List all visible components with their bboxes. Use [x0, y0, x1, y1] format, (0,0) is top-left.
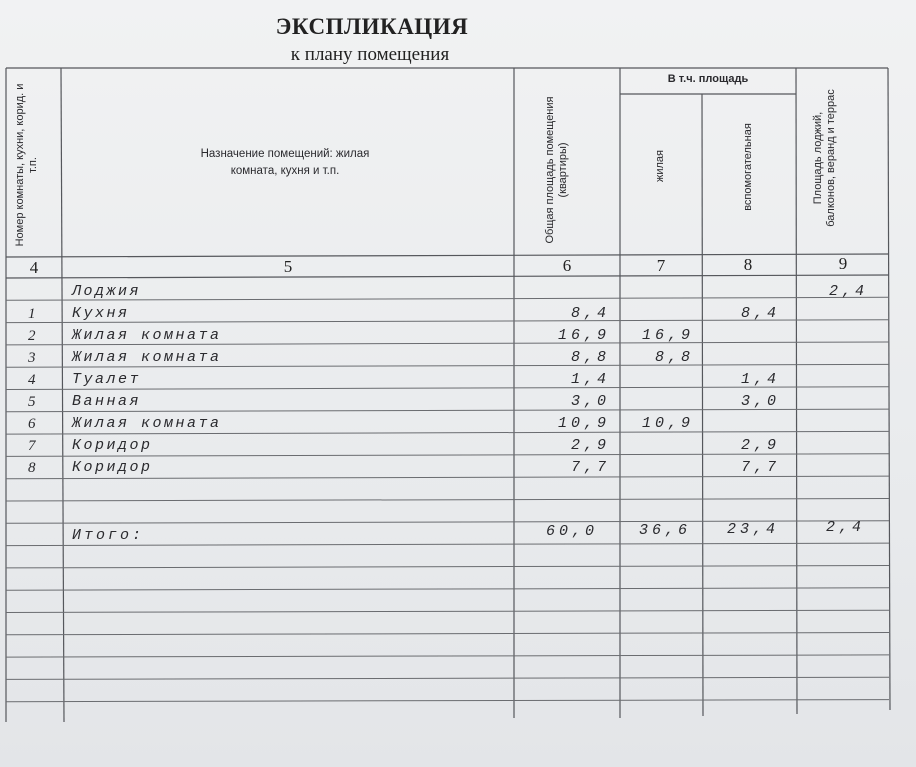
- living-area-cell: 10,9: [641, 415, 694, 432]
- living-area-cell: 16,9: [641, 327, 694, 344]
- total-area-cell: 10,9: [557, 415, 610, 432]
- document-title: ЭКСПЛИКАЦИЯ: [275, 14, 469, 39]
- loggia-area-cell: 2,4: [828, 283, 868, 300]
- total-area-cell: 1,4: [570, 371, 610, 388]
- row-number: 8: [28, 460, 36, 476]
- living-area-cell: 8,8: [654, 349, 694, 366]
- total-loggia-value: 2,4: [826, 519, 866, 536]
- total-area-cell: 7,7: [570, 459, 610, 476]
- total-label: Итого:: [72, 527, 145, 544]
- total-area-cell: 8,8: [570, 349, 610, 366]
- column-number: 9: [838, 254, 848, 273]
- total-area-cell: 2,9: [570, 437, 610, 454]
- header-incl-area: В т.ч. площадь: [667, 73, 749, 85]
- column-number: 4: [29, 258, 39, 277]
- room-name: Лоджия: [72, 283, 142, 300]
- header-loggia: Площадь лоджий, балконов, веранд и террас: [812, 89, 837, 227]
- aux-area-cell: 1,4: [740, 371, 780, 388]
- total-aux-value: 23,4: [727, 521, 780, 538]
- header-living: жилая: [654, 150, 666, 182]
- total-area-cell: 8,4: [570, 305, 610, 322]
- total-living-value: 36,6: [639, 522, 692, 539]
- aux-area-cell: 2,9: [740, 437, 780, 454]
- room-name: Кухня: [72, 305, 130, 322]
- column-number: 8: [743, 255, 753, 274]
- row-number: 6: [28, 416, 36, 432]
- room-name: Коридор: [72, 459, 153, 476]
- room-name: Жилая комната: [72, 327, 222, 344]
- row-number: 3: [28, 350, 36, 366]
- header-purpose: Назначение помещений: жилая комната, кухня и т.п.: [200, 148, 370, 177]
- aux-area-cell: 3,0: [740, 393, 780, 410]
- document-subtitle: к плану помещения: [290, 44, 450, 65]
- room-name: Жилая комната: [72, 349, 222, 366]
- row-number: 2: [28, 328, 36, 344]
- column-number: 5: [283, 257, 293, 276]
- room-name: Туалет: [72, 371, 142, 388]
- header-total-area: Общая площадь помещения (квартиры): [544, 96, 569, 244]
- aux-area-cell: 7,7: [740, 459, 780, 476]
- row-number: 5: [28, 394, 36, 410]
- row-number: 4: [28, 372, 36, 388]
- header-auxiliary: вспомогательная: [742, 123, 754, 211]
- total-area-cell: 3,0: [570, 393, 610, 410]
- column-number: 7: [656, 256, 666, 275]
- room-name: Жилая комната: [72, 415, 222, 432]
- row-number: 7: [28, 438, 36, 454]
- total-area-cell: 16,9: [557, 327, 610, 344]
- room-name: Ванная: [72, 393, 142, 410]
- room-name: Коридор: [72, 437, 153, 454]
- total-area-value: 60,0: [546, 523, 599, 540]
- header-room-number: Номер комнаты, кухни, корид. и т.п.: [14, 83, 39, 247]
- row-number: 1: [28, 306, 36, 322]
- aux-area-cell: 8,4: [740, 305, 780, 322]
- column-number: 6: [562, 256, 572, 275]
